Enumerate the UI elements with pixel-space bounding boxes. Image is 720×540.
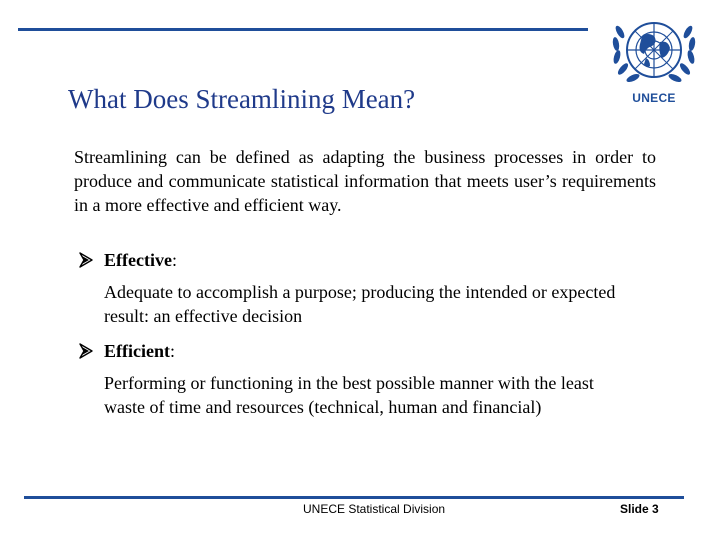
header-rule xyxy=(18,28,588,31)
intro-paragraph: Streamlining can be defined as adapting the business processes in order to produce and communicate statistical information that meets user’s requirements in a more effective and efficient way. xyxy=(74,147,656,215)
bullet-description: Performing or functioning in the best possible manner with the least waste of time and resources (technical, human and financial) xyxy=(104,373,594,417)
slide-number: Slide 3 xyxy=(620,502,659,516)
bullet-term-colon: : xyxy=(171,250,177,270)
footer-rule xyxy=(24,496,684,499)
bullet-description: Adequate to accomplish a purpose; producing the intended or expected result: an effective decision xyxy=(104,282,616,326)
bullet-term-line xyxy=(104,250,177,270)
logo-label: UNECE xyxy=(632,91,676,105)
arrowhead-bullet-icon xyxy=(79,252,93,268)
bullet-term: Efficient xyxy=(104,341,170,361)
unece-logo xyxy=(606,12,702,108)
bullet-term-line xyxy=(104,341,175,361)
footer-organization: UNECE Statistical Division xyxy=(303,502,446,516)
slide-title: What Does Streamlining Mean? xyxy=(68,84,416,114)
arrowhead-bullet-icon xyxy=(79,343,93,359)
bullet-term-colon: : xyxy=(169,341,175,361)
bullet-term: Effective xyxy=(104,250,172,270)
un-emblem-icon xyxy=(606,12,702,92)
